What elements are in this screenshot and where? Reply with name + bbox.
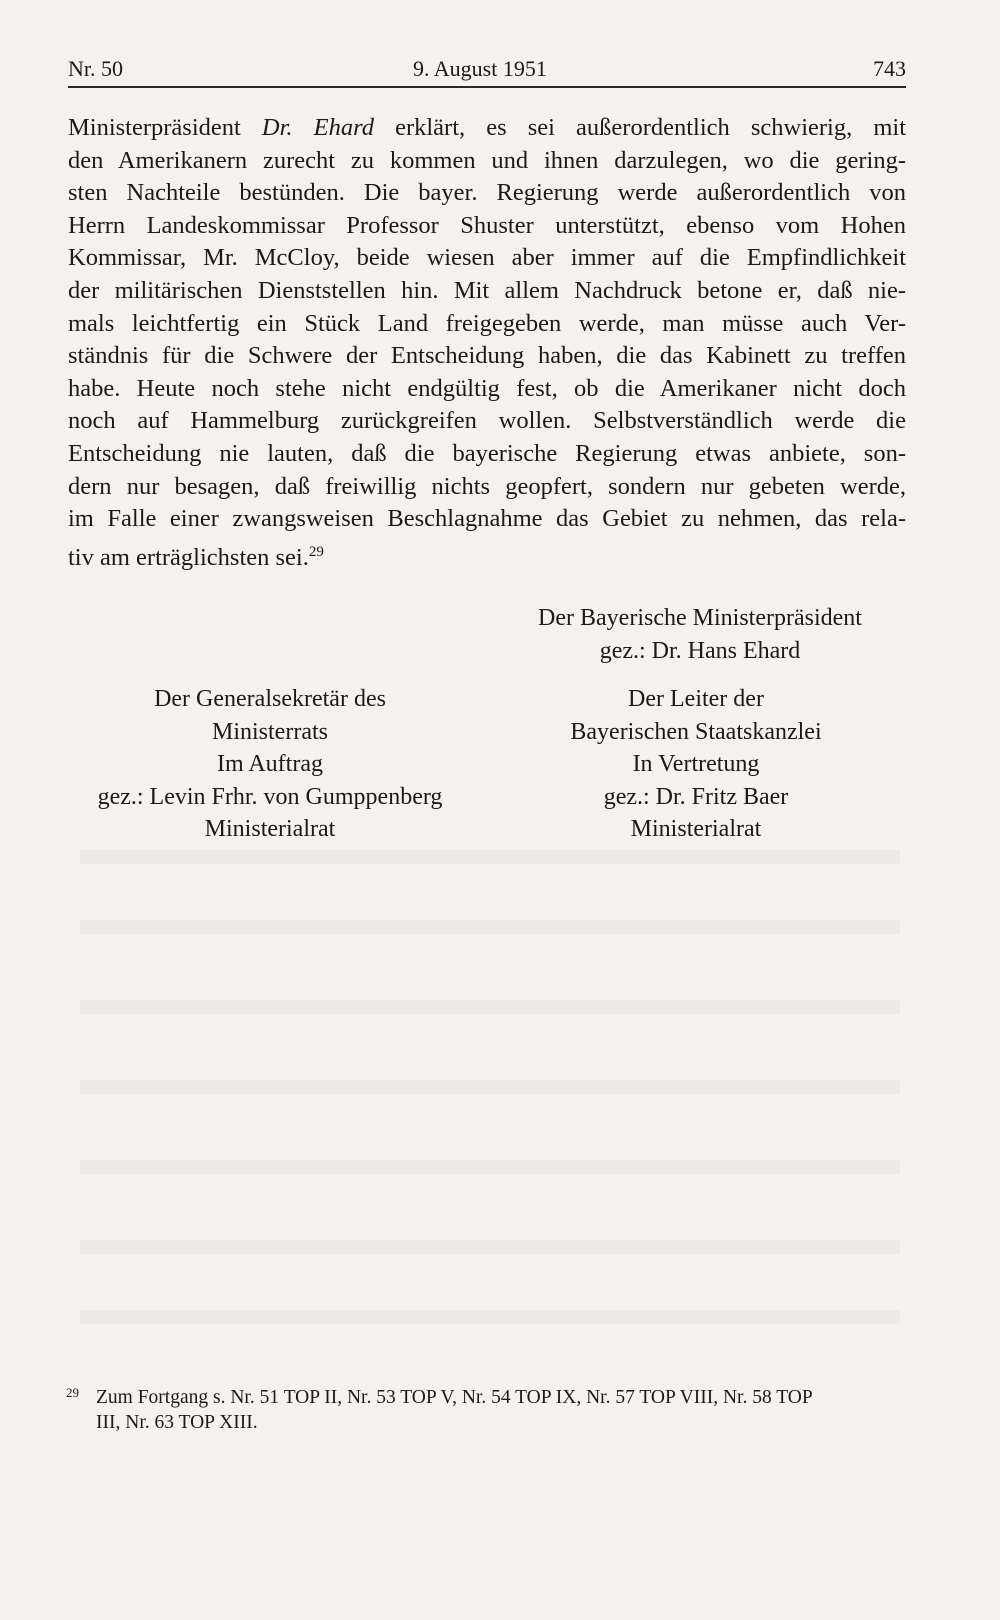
signature-signed: gez.: Dr. Hans Ehard [599,637,801,664]
bleed-through-texture [80,1160,900,1174]
signature-general-secretary [60,683,480,846]
footnote-text-line: III, Nr. 63 TOP XIII. [96,1412,258,1433]
body-line: Ministerpräsident Dr. Ehard erklärt, es sei außerordentlich schwierig, mit [68,114,906,141]
body-line: mals leichtfertig ein Stück Land freigegeben werde, man müsse auch Ver- [68,309,906,337]
signature-rank: Ministerialrat [630,816,762,843]
body-line: dern nur besagen, daß freiwillig nichts geopfert, sondern nur gebeten werde, [68,472,906,500]
body-line: sten Nachteile bestünden. Die bayer. Regierung werde außerordentlich von [68,179,906,207]
body-line: tiv am erträglichsten sei.$^{29}$ [68,543,324,571]
body-line: noch auf Hammelburg zurückgreifen wollen. Selbstverständlich werde die [68,407,906,435]
body-line: Entscheidung nie lauten, daß die bayerische Regierung etwas anbiete, son- [68,439,906,467]
issue-number: Nr. 50 [68,56,123,81]
signature-signed: gez.: Levin Frhr. von Gumppenberg [97,783,443,810]
signature-title: Der Bayerische Ministerpräsident [538,605,862,631]
bleed-through-texture [80,1080,900,1094]
body-paragraph [68,112,906,571]
footnote [66,1385,906,1435]
header-date: 9. August 1951 [413,56,547,81]
footnote-text-line: Zum Fortgang s. Nr. 51 TOP II, Nr. 53 TOP V, Nr. 54 TOP IX, Nr. 57 TOP VIII, Nr. 58 TOP [96,1387,813,1408]
body-line: im Falle einer zwangsweisen Beschlagnahme das Gebiet zu nehmen, das rela- [68,505,906,533]
body-line: Kommissar, Mr. McCloy, beide wiesen aber immer auf die Empfindlichkeit [68,244,906,272]
page-number: 743 [873,56,906,81]
bleed-through-texture [80,920,900,934]
signature-capacity: Im Auftrag [217,751,323,778]
footnote-reference: 29 [308,543,324,560]
bleed-through-texture [80,850,900,864]
bleed-through-texture [80,1240,900,1254]
signature-title: Der Leiter der [628,686,764,712]
signature-rank: Ministerialrat [204,816,336,843]
signature-title: Der Generalsekretär des [154,686,386,712]
body-line: den Amerikanern zurecht zu kommen und ihnen darzulegen, wo die gering- [68,146,906,174]
body-line: ständnis für die Schwere der Entscheidung haben, die das Kabinett zu treffen [68,342,906,370]
bleed-through-texture [80,1000,900,1014]
signature-minister-president [500,602,900,667]
running-header [68,50,906,84]
body-line: Herrn Landeskommissar Professor Shuster unterstützt, ebenso vom Hohen [68,211,906,239]
signature-capacity: In Vertretung [632,751,760,778]
body-line: der militärischen Dienststellen hin. Mit allem Nachdruck betone er, daß nie- [68,276,906,304]
signature-title-cont: Ministerrats [212,718,328,745]
header-rule [68,86,906,88]
bleed-through-texture [80,1310,900,1324]
signature-chancellery-head [486,683,906,846]
signature-signed: gez.: Dr. Fritz Baer [603,783,789,810]
body-line: habe. Heute noch stehe nicht endgültig fest, ob die Amerikaner nicht doch [68,374,906,402]
signature-title-cont: Bayerischen Staatskanzlei [570,718,822,745]
footnote-number: 29 [66,1385,79,1400]
